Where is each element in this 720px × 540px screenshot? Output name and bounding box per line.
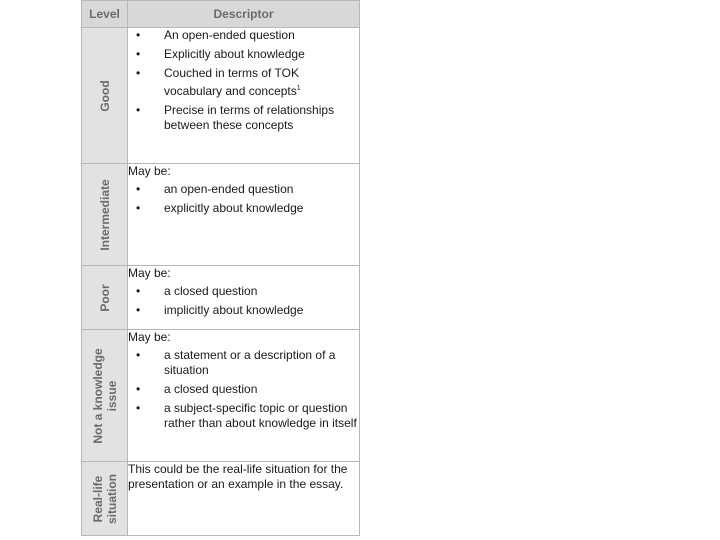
level-label-intermediate: Intermediate (97, 178, 112, 251)
bullet-list-intermediate (128, 182, 359, 216)
descriptor-intro: May be: (128, 330, 171, 344)
list-item: • a closed question (128, 284, 359, 299)
table-row-not-knowledge-issue (82, 330, 360, 462)
list-item: • a closed question (128, 382, 359, 397)
level-label-not-knowledge-issue (91, 348, 119, 443)
list-item: • implicitly about knowledge (128, 303, 359, 318)
table-header-row (82, 1, 360, 28)
list-item: • explicitly about knowledge (128, 201, 359, 216)
level-cell-real-life-situation (82, 462, 128, 536)
list-item: • Precise in terms of relationships between these concepts (128, 103, 359, 133)
list-item (128, 66, 359, 99)
descriptor-cell-good (128, 28, 360, 164)
level-label-line: issue (104, 380, 119, 411)
table-row-real-life-situation (82, 462, 360, 536)
level-cell-good (82, 28, 128, 164)
level-label-good: Good (97, 79, 112, 112)
level-label-poor: Poor (97, 283, 112, 312)
descriptor-table (81, 0, 360, 536)
descriptor-cell-not-knowledge-issue (128, 330, 360, 462)
table-row-good (82, 28, 360, 164)
footnote-mark: 1 (296, 85, 301, 92)
level-label-real-life-situation (91, 474, 119, 524)
descriptor-cell-intermediate (128, 164, 360, 266)
bullet-list-good (128, 28, 359, 133)
descriptor-header: Descriptor (128, 1, 360, 28)
level-cell-intermediate (82, 164, 128, 266)
bullet-list-poor (128, 284, 359, 318)
table-row-intermediate (82, 164, 360, 266)
list-item: • Explicitly about knowledge (128, 47, 359, 62)
descriptor-cell-real-life-situation (128, 462, 360, 536)
descriptor-intro: May be: (128, 266, 171, 280)
list-item: • an open-ended question (128, 182, 359, 197)
list-item: • a statement or a description of a situation (128, 348, 359, 378)
level-label-line: Real-life (90, 475, 105, 522)
descriptor-text: This could be the real-life situation for the presentation or an example in the essay. (128, 462, 348, 491)
list-item: • a subject-specific topic or question rather than about knowledge in itself (128, 401, 359, 431)
level-label-line: situation (104, 473, 119, 524)
descriptor-intro: May be: (128, 164, 171, 178)
descriptor-cell-poor (128, 266, 360, 330)
bullet-list-not-knowledge-issue (128, 348, 359, 431)
list-item-text: Couched in terms of TOK vocabulary and concepts (164, 66, 299, 98)
table-row-poor (82, 266, 360, 330)
level-cell-not-knowledge-issue (82, 330, 128, 462)
level-header: Level (82, 1, 128, 28)
level-cell-poor (82, 266, 128, 330)
level-label-line: Not a knowledge (90, 347, 105, 444)
list-item: • An open-ended question (128, 28, 359, 43)
